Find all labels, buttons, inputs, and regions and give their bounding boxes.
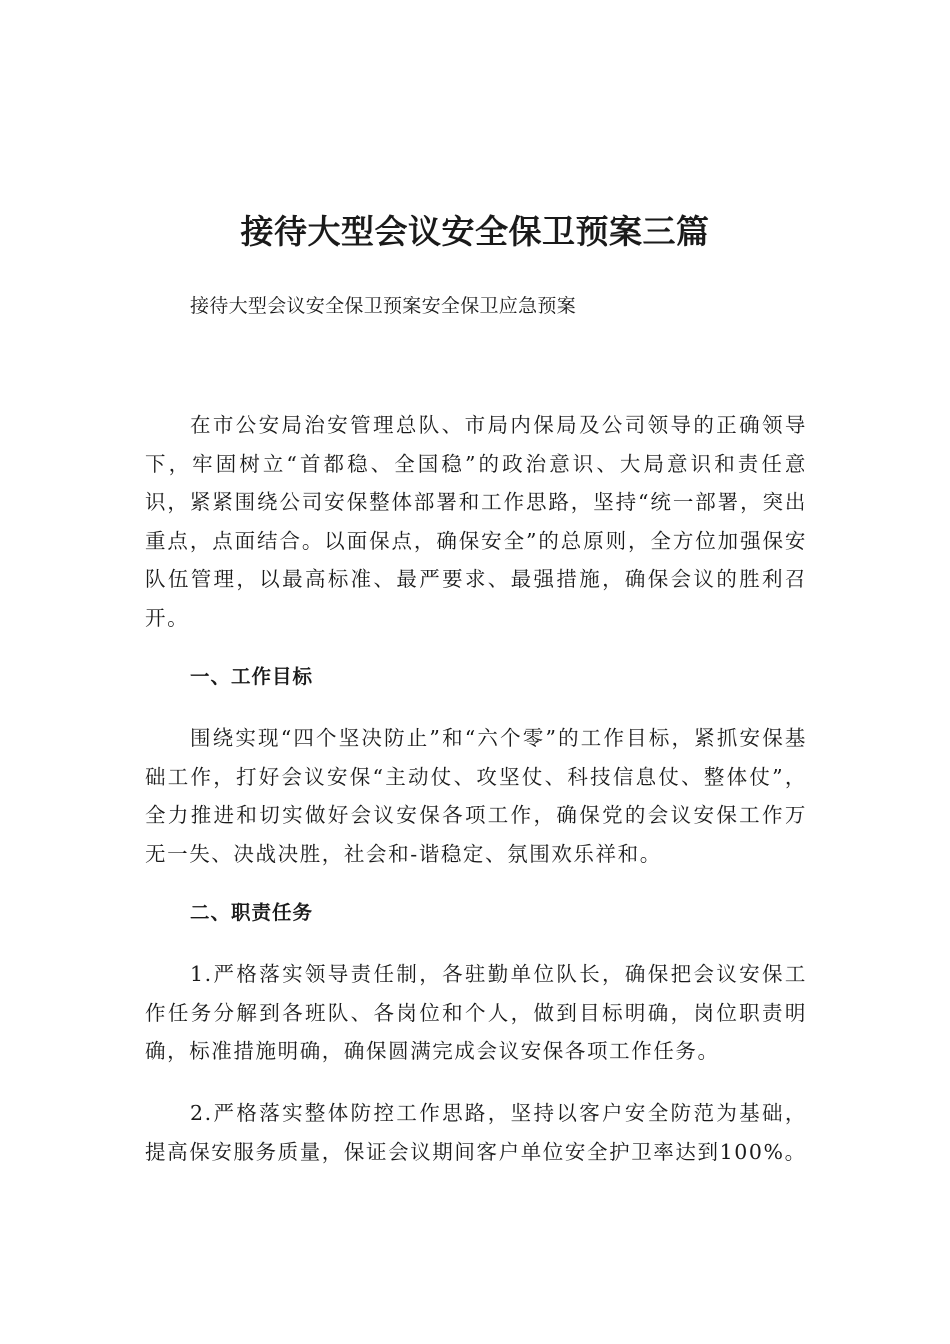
section-heading-work-goals: 一、工作目标	[190, 665, 314, 688]
document-title: 接待大型会议安全保卫预案三篇	[240, 212, 710, 251]
work-goals-paragraph: 围绕实现“四个坚决防止”和“六个零”的工作目标，紧抓安保基础工作，打好会议安保“主动仗、攻坚仗、科技信息仗、整体仗”，全力推进和切实做好会议安保各项工作，确保党的会议安保工作万无一失、决战决胜，社会和-谐稳定、氛围欢乐祥和。	[145, 726, 807, 866]
duty-item-2-paragraph: 2.严格落实整体防控工作思路，坚持以客户安全防范为基础，提高保安服务质量，保证会议期间客户单位安全护卫率达到100%。	[145, 1101, 807, 1164]
duty-item-1-paragraph: 1.严格落实领导责任制，各驻勤单位队长，确保把会议安保工作任务分解到各班队、各岗位和个人，做到目标明确，岗位职责明确，标准措施明确，确保圆满完成会议安保各项工作任务。	[145, 962, 807, 1063]
intro-paragraph: 在市公安局治安管理总队、市局内保局及公司领导的正确领导下，牢固树立“首都稳、全国稳”的政治意识、大局意识和责任意识，紧紧围绕公司安保整体部署和工作思路，坚持“统一部署，突出重点，点面结合。以面保点，确保安全”的总原则，全方位加强保安队伍管理，以最高标准、最严要求、最强措施，确保会议的胜利召开。	[145, 413, 807, 630]
document-subtitle: 接待大型会议安全保卫预案安全保卫应急预案	[190, 295, 577, 317]
section-heading-duties: 二、职责任务	[190, 901, 314, 924]
